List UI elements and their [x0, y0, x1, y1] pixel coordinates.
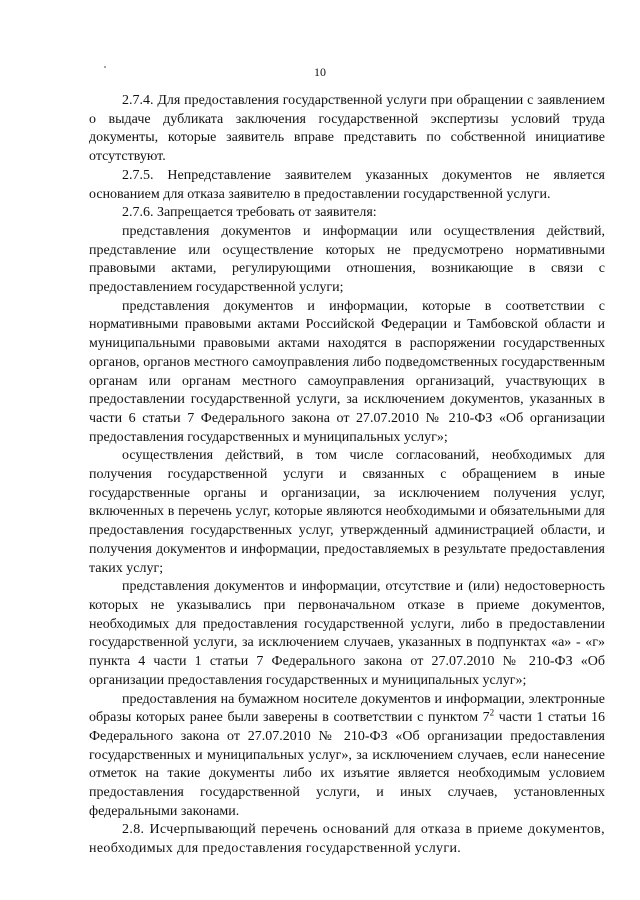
- paragraph-2-7-6: 2.7.6. Запрещается требовать от заявителя:: [122, 205, 377, 221]
- prohibition-item-5-text: предоставления на бумажном носителе документов и информации, электронные образы которых ранее были заверены в соответствии с пунктом 7: [89, 691, 605, 726]
- prohibition-item-1: представления документов и информации или осуществления действий, представление или осуществление которых не предусмотрено нормативными правовыми актами, регулирующими отношения, возникающие в связи с предоставлением государственной услуги;: [89, 223, 605, 296]
- prohibition-item-5: [89, 691, 605, 822]
- paragraph-2-8: 2.8. Исчерпывающий перечень оснований для отказа в приеме документов, необходимых для предоставления государственной услуги.: [89, 822, 605, 857]
- prohibition-item-2: представления документов и информации, которые в соответствии с нормативными правовыми актами Российской Федерации и Тамбовской области и муниципальными правовыми актами находятся в распоряжении государственных органов, органов местного самоуправления либо подведомственных государственным органам или органам местного самоуправления организаций, участвующих в предоставлении государственной услуги, за исключением документов, указанных в части 6 статьи 7 Федерального закона от 27.07.2010 № 210-ФЗ «Об организации предоставления государственных и муниципальных услуг»;: [89, 298, 605, 445]
- prohibition-item-4: представления документов и информации, отсутствие и (или) недостоверность которых не указывались при первоначальном отказе в приеме документов, необходимых для предоставления государственной услуги, либо в предоставлении государственной услуги, за исключением случаев, указанных в подпунктах «а» - «г» пункта 4 части 1 статьи 7 Федерального закона от 27.07.2010 № 210-ФЗ «Об организации предоставления государственных и муниципальных услуг»;: [89, 579, 605, 688]
- superscript-mark: 2: [489, 707, 495, 718]
- paragraph-2-7-4: 2.7.4. Для предоставления государственной услуги при обращении с заявлением о выдаче дубликата заключения государственной экспертизы условий труда документы, которые заявитель вправе представить по собственной инициативе отсутствуют.: [89, 93, 605, 165]
- paragraph-2-7-5: 2.7.5. Непредставление заявителем указанных документов не является основанием для отказа заявителю в предоставлении государственной услуги.: [89, 167, 605, 202]
- document-body: [89, 92, 605, 859]
- prohibition-item-5-continuation: части 1 статьи 16 Федерального закона от 27.07.2010 № 210-ФЗ «Об организации предоставления государственных и муниципальных услуг», за исключением случаев, если нанесение отметок на такие документы либо их изъятие является необходимым условием предоставления государственной услуги, и иных случаев, установленных федеральными законами.: [89, 710, 605, 819]
- page-number: 10: [314, 65, 326, 79]
- prohibition-item-3: осуществления действий, в том числе согласований, необходимых для получения государственной услуги и связанных с обращением в иные государственные органы и организации, за исключением получения услуг, включенных в перечень услуг, которые являются необходимыми и обязательными для предоставления государственных услуг, утвержденный администрацией области, и получения документов и информации, предоставляемых в результате предоставления таких услуг;: [89, 448, 605, 576]
